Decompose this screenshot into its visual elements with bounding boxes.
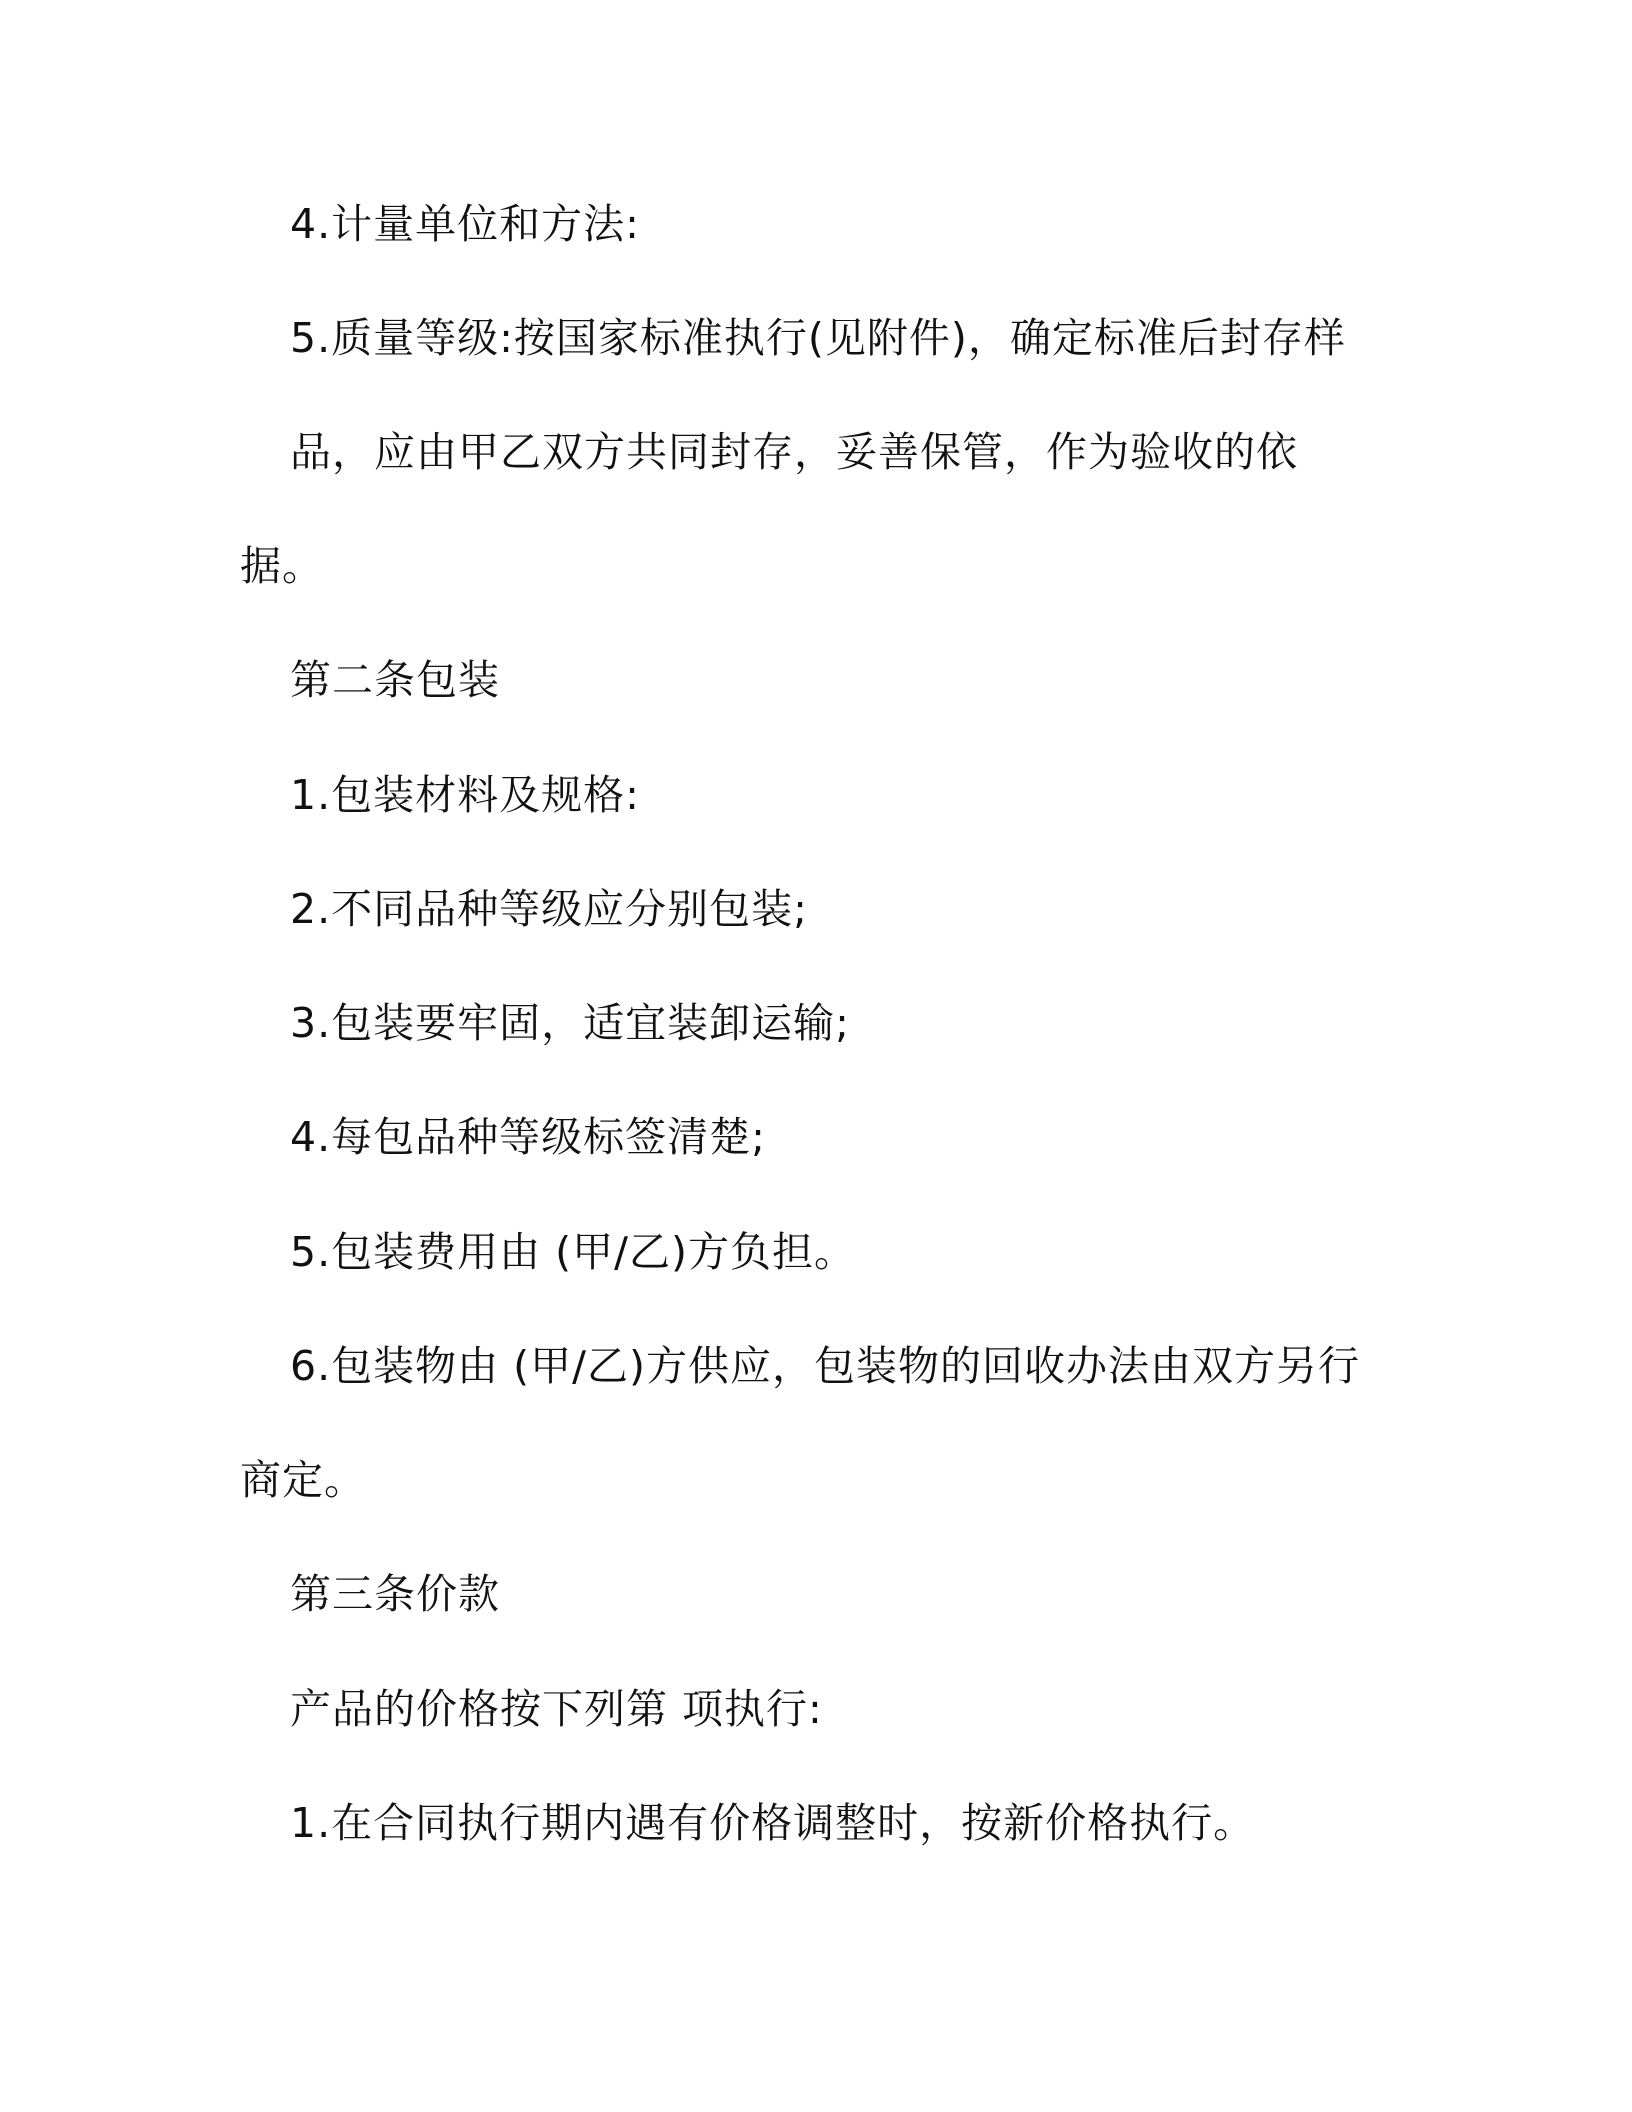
section-heading-price: 第三条价款: [290, 1570, 500, 1618]
item-measurement-unit: 4.计量单位和方法:: [290, 200, 640, 248]
price-intro: 产品的价格按下列第 项执行:: [290, 1685, 823, 1733]
item-packaging-supply: 6.包装物由 (甲/乙)方供应，包装物的回收办法由双方另行: [290, 1342, 1360, 1390]
item-separate-packaging: 2.不同品种等级应分别包装;: [290, 885, 808, 933]
item-sturdy-packaging: 3.包装要牢固，适宜装卸运输;: [290, 999, 850, 1047]
item-quality-grade-continued: 品，应由甲乙双方共同封存，妥善保管，作为验收的依: [290, 428, 1298, 476]
section-heading-packaging: 第二条包装: [290, 656, 500, 704]
item-clear-labels: 4.每包品种等级标签清楚;: [290, 1113, 766, 1161]
item-quality-grade-end: 据。: [240, 542, 324, 590]
item-packaging-cost: 5.包装费用由 (甲/乙)方负担。: [290, 1228, 856, 1276]
item-packaging-material: 1.包装材料及规格:: [290, 771, 640, 819]
item-quality-grade: 5.质量等级:按国家标准执行(见附件)，确定标准后封存样: [290, 314, 1346, 362]
item-price-adjustment: 1.在合同执行期内遇有价格调整时，按新价格执行。: [290, 1799, 1256, 1847]
item-packaging-supply-end: 商定。: [240, 1456, 366, 1504]
